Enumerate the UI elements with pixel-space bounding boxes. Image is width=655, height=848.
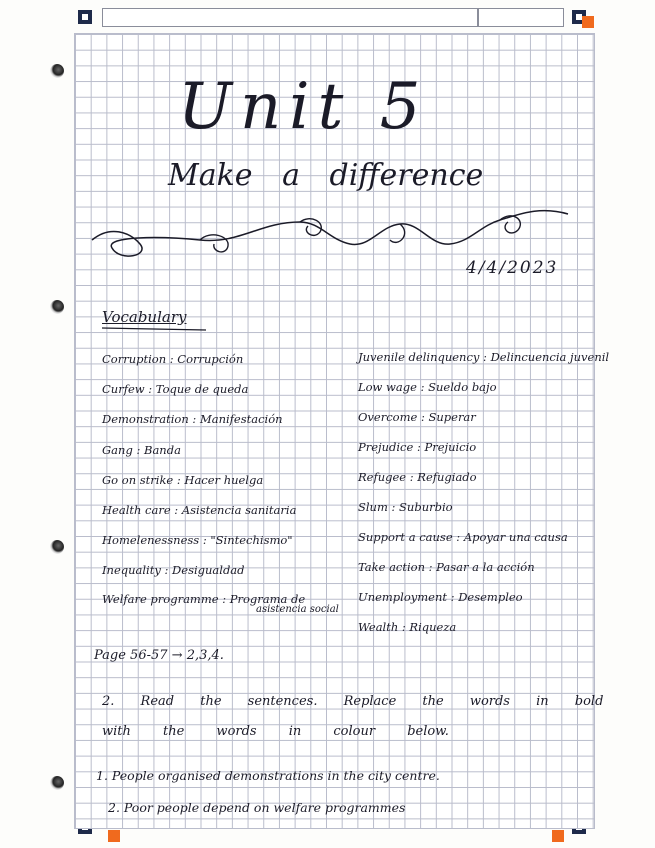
vocab-entry: Inequality : Desigualdad <box>102 563 245 577</box>
vocab-entry: Gang : Banda <box>102 443 181 457</box>
exercise-sentence: 2. Poor people depend on welfare programmes <box>108 800 406 815</box>
vocab-entry: Take action : Pasar a la acción <box>358 560 535 574</box>
exercise-sentence: 1. People organised demonstrations in the city centre. <box>96 768 440 783</box>
exercise-instruction: 2. Read the sentences. Replace the words in bold <box>102 694 604 709</box>
exercise-instruction: with the words in colour below. <box>102 724 449 739</box>
vocab-entry: Demonstration : Manifestación <box>102 412 283 426</box>
page-title: Unit 5 <box>178 70 429 144</box>
vocab-entry: Corruption : Corrupción <box>102 352 244 366</box>
page-reference: Page 56-57 → 2,3,4. <box>94 648 224 663</box>
vocab-entry-continuation: asistencia social <box>256 604 339 615</box>
vocab-entry: Refugee : Refugiado <box>358 470 477 484</box>
date-label: 4/4/2023 <box>466 258 559 278</box>
vocabulary-heading: Vocabulary <box>102 308 187 326</box>
vocab-entry: Health care : Asistencia sanitaria <box>102 503 297 517</box>
vocab-entry: Low wage : Sueldo bajo <box>358 380 497 394</box>
vocab-entry: Slum : Suburbio <box>358 500 453 514</box>
vocab-entry: Wealth : Riqueza <box>358 620 457 634</box>
vocab-entry: Overcome : Superar <box>358 410 476 424</box>
vocab-entry: Curfew : Toque de queda <box>102 382 249 396</box>
vocab-entry: Homelenessness : "Sintechismo" <box>102 533 293 547</box>
vocab-entry: Unemployment : Desempleo <box>358 590 523 604</box>
vocab-entry: Welfare programme : Programa de <box>102 592 306 606</box>
vocab-entry: Go on strike : Hacer huelga <box>102 473 264 487</box>
page-subtitle: Make a difference <box>168 158 484 193</box>
vocab-entry: Prejudice : Prejuicio <box>358 440 477 454</box>
vocab-entry: Support a cause : Apoyar una causa <box>358 530 568 544</box>
vocab-entry: Juvenile delinquency : Delincuencia juvenil <box>358 350 610 364</box>
